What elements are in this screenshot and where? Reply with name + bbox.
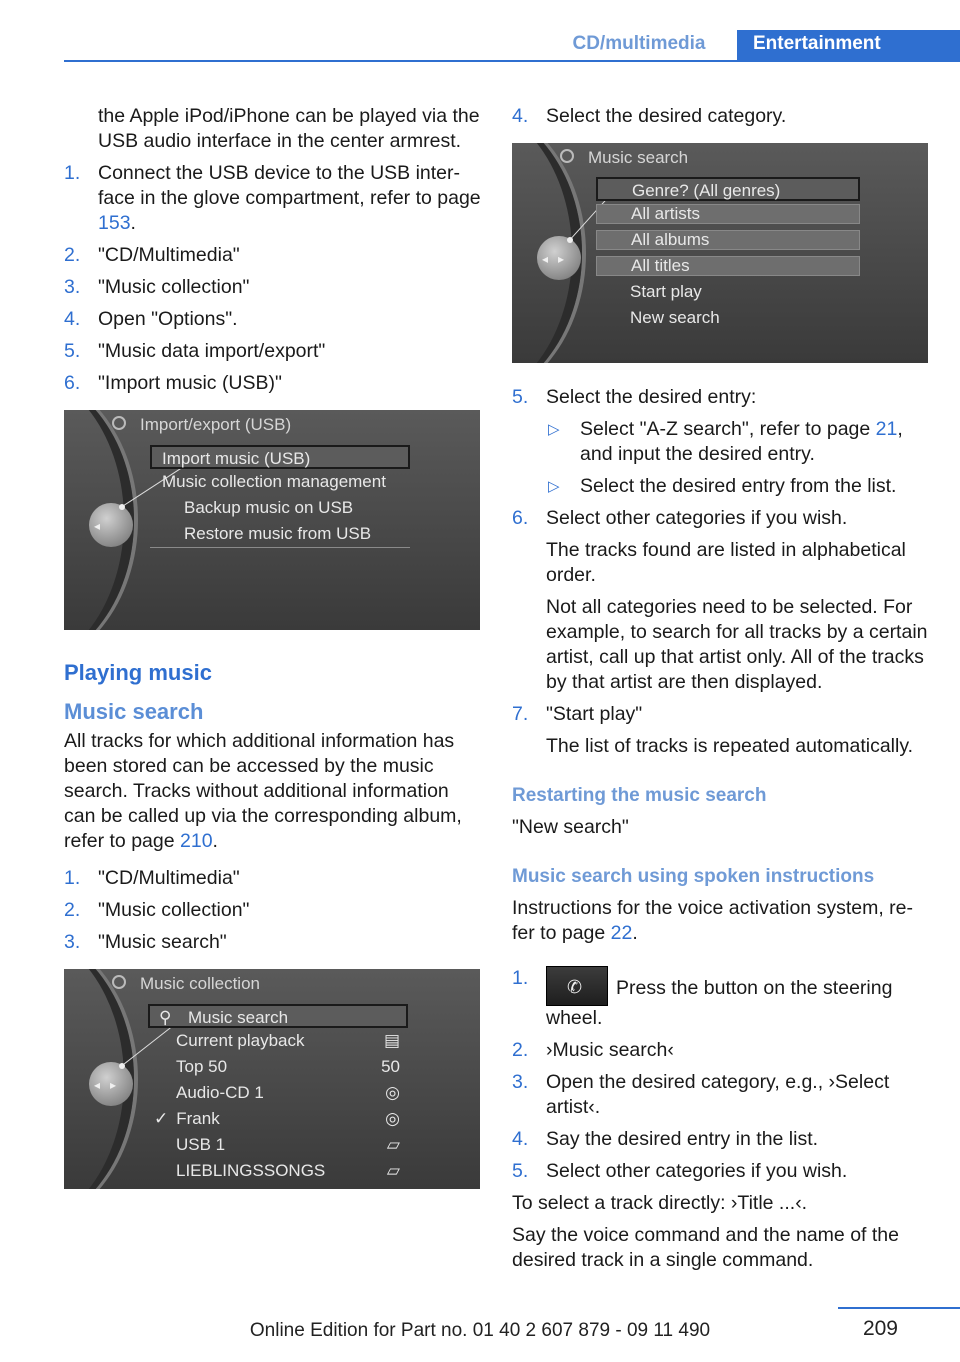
list-item: 4. Select the desired category.	[512, 105, 787, 127]
list-item: 2. ›Music search‹	[512, 1039, 674, 1061]
menu-item-current-playback[interactable]: Current playback ▤	[176, 1029, 406, 1053]
voice-intro: Instructions for the voice activation system, re‐fer to page 22.	[512, 897, 913, 944]
list-item: 4. Say the desired entry in the list.	[512, 1128, 819, 1150]
screen-title: Import/export (USB)	[140, 415, 292, 434]
list-item: 6. "Import music (USB)"	[64, 372, 282, 394]
screen-title: Music collection	[140, 974, 260, 993]
list-item: 7. "Start play"	[512, 703, 643, 725]
menu-item-restore[interactable]: Restore music from USB	[184, 524, 372, 543]
menu-item-genre[interactable]: Genre? (All genres)	[596, 177, 860, 201]
music-search-text: All tracks for which additional information has been stored can be accessed by the music search. Tracks without additional information can be called up via the corresponding album, refer to page 210.	[64, 730, 462, 852]
list-item: 6. Select other categories if you wish.	[512, 507, 848, 529]
list-item: 4. Open "Options".	[64, 308, 238, 330]
list-item: 3. Open the desired category, e.g., ›Select artist‹.	[512, 1071, 890, 1118]
right-column	[512, 104, 932, 1280]
list-item: 5. Select the desired entry:	[512, 386, 757, 408]
header-section: CD/multimedia	[572, 33, 706, 54]
heading-music-search: Music search	[64, 699, 204, 724]
cd-icon: ◎	[385, 1109, 400, 1128]
step-note: The list of tracks is repeated automatically.	[546, 735, 914, 757]
bullet-item: ▷ Select the desired entry from the list.	[548, 475, 897, 497]
menu-item-all-artists[interactable]: All artists	[596, 204, 860, 224]
arrow-left-right-icon: ◂▸	[94, 1078, 127, 1092]
track-text: To select a track directly: ›Title ...‹.	[512, 1192, 808, 1214]
cd-icon: ◎	[385, 1083, 400, 1102]
screen-title: Music search	[588, 148, 689, 167]
bullet-item: ▷ Select "A-Z search", refer to page 21, and input the desired entry.	[548, 418, 903, 465]
list-item: 2. "Music collection"	[64, 899, 250, 921]
heading-restart: Restarting the music search	[512, 785, 767, 806]
list-item: 1. ✆ Press the button on the steering wheel.	[512, 967, 893, 1029]
triangle-bullet-icon: ▷	[548, 478, 560, 495]
screen-music-collection	[64, 969, 480, 1189]
menu-item-collection-management[interactable]: Music collection management	[162, 472, 386, 491]
folder-icon: ▱	[386, 1161, 400, 1180]
menu-item-all-titles[interactable]: All titles	[596, 256, 860, 276]
restart-text: "New search"	[512, 816, 629, 838]
list-item: 2. "CD/Multimedia"	[64, 244, 240, 266]
menu-item-new-search[interactable]: New search	[630, 308, 720, 327]
list-item: 5. Select other categories if you wish.	[512, 1160, 848, 1182]
page-link[interactable]: 22	[610, 922, 633, 944]
page-link[interactable]: 153	[98, 212, 131, 234]
screen-music-search	[512, 143, 928, 363]
triangle-bullet-icon: ▷	[548, 421, 560, 438]
header-rule	[64, 60, 960, 62]
folder-icon: ▱	[386, 1135, 400, 1154]
menu-item-usb[interactable]: USB 1 ▱	[176, 1133, 406, 1157]
list-item: 3. "Music search"	[64, 931, 227, 953]
final-text: Say the voice command and the name of the desired track in a single command.	[512, 1224, 899, 1271]
menu-item-music-search[interactable]: ⚲ Music search	[148, 1004, 408, 1028]
heading-playing-music: Playing music	[64, 660, 212, 685]
step-note: The tracks found are listed in alphabetical order.	[546, 539, 906, 586]
arrow-left-right-icon: ◂▸	[542, 252, 575, 266]
page-link[interactable]: 210	[180, 830, 213, 852]
arrow-left-icon: ◂	[94, 519, 111, 533]
list-item: 1. "CD/Multimedia"	[64, 867, 240, 889]
list-item: 3. "Music collection"	[64, 276, 250, 298]
header-chapter-tab[interactable]: Entertainment	[737, 30, 960, 61]
footer-edition: Online Edition for Part no. 01 40 2 607 879 - 09 11 490	[249, 1320, 711, 1341]
playback-icon: ▤	[383, 1031, 400, 1050]
menu-item-import-music[interactable]: Import music (USB)	[150, 445, 410, 469]
menu-item-top-50[interactable]: Top 50 50	[176, 1057, 400, 1076]
heading-voice: Music search using spoken instructions	[512, 866, 875, 887]
voice-command-button-icon: ✆	[546, 966, 608, 1006]
menu-item-all-albums[interactable]: All albums	[596, 230, 860, 250]
page-number: 209	[862, 1317, 898, 1340]
intro-text: the Apple iPod/iPhone can be played via the USB audio interface in the center armrest.	[98, 105, 480, 152]
screen-import-export	[64, 410, 480, 630]
menu-item-lieblingssongs[interactable]: LIEBLINGSSONGS ▱	[176, 1159, 406, 1183]
checkmark-icon: ✓	[154, 1109, 169, 1128]
page-number-rule	[838, 1307, 960, 1309]
page-link[interactable]: 21	[875, 418, 898, 440]
list-item: 5. "Music data import/export"	[64, 340, 326, 362]
menu-item-start-play[interactable]: Start play	[630, 282, 702, 301]
step-note: Not all categories need to be selected. For example, to search for all tracks by a certain artist, call up that artist only. All of the tracks by that artist are then displayed.	[546, 596, 928, 693]
divider	[150, 547, 410, 548]
search-icon: ⚲	[159, 1008, 172, 1027]
left-column	[64, 104, 482, 1219]
menu-item-audio-cd[interactable]: Audio-CD 1 ◎	[176, 1081, 406, 1105]
menu-item-frank[interactable]: ✓ Frank ◎	[154, 1107, 406, 1131]
list-item: 1. Connect the USB device to the USB inter‐face in the glove compartment, refer to page 153.	[64, 162, 481, 234]
menu-item-backup[interactable]: Backup music on USB	[184, 498, 354, 517]
